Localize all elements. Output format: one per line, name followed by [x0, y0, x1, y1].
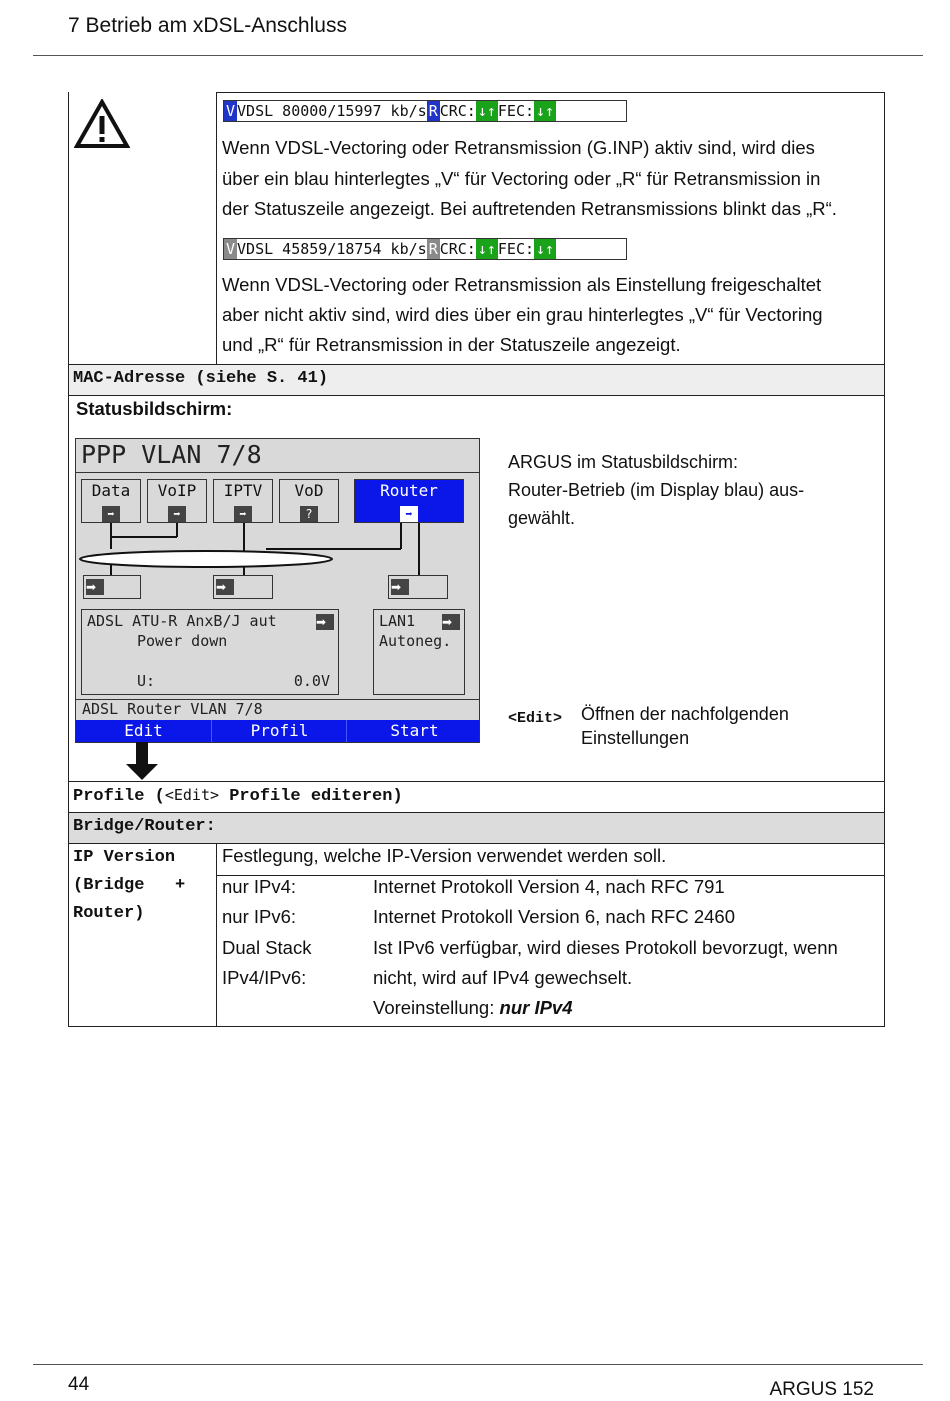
default-value: nur IPv4 [499, 997, 573, 1018]
arrow-down-icon [126, 742, 158, 782]
profile-row-text: Profile editeren) [219, 787, 403, 806]
arrow-right-icon: ➡ [316, 614, 334, 630]
fec-indicator: ↓↑ [536, 240, 555, 258]
notice-paragraph-2-line-3: und „R“ für Retransmission in der Statuszeile angezeigt. [222, 334, 681, 355]
fec-indicator: ↓↑ [536, 102, 555, 120]
ip-version-label-line-2: (Bridge + [73, 876, 186, 895]
lan-line-1: LAN1 [379, 612, 416, 630]
data-port-box [83, 575, 141, 599]
ip-version-label-line-3: Router) [73, 904, 145, 923]
edit-description-line-2: Einstellungen [581, 728, 690, 748]
vectoring-badge: V [226, 102, 236, 120]
device-screen [75, 438, 480, 743]
table-top-border [216, 92, 885, 93]
option-desc-ipv6: Internet Protokoll Version 6, nach RFC 2460 [373, 906, 735, 927]
table-left-border [68, 92, 69, 1027]
button-label: Router [380, 481, 438, 500]
question-icon: ? [300, 506, 318, 522]
arrow-right-icon: ➡ [168, 506, 186, 522]
row-divider [68, 781, 885, 782]
edit-key-label: <Edit> [508, 710, 563, 727]
status-description-line-2: Router-Betrieb (im Display blau) aus- [508, 480, 805, 500]
notice-paragraph-2-line-2: aber nicht aktiv sind, wird dies über ein grau hinterlegtes „V“ für Vectoring [222, 304, 823, 325]
arrow-right-icon: ➡ [234, 506, 252, 522]
voltage-value: 0.0V [293, 672, 330, 690]
option-key-ipv4: nur IPv4: [222, 876, 297, 897]
crc-label: CRC: [439, 240, 476, 258]
header-divider [33, 55, 923, 56]
row-divider [68, 364, 885, 365]
status-text: VDSL 45859/18754 kb/s [237, 240, 427, 258]
arrow-right-icon: ➡ [391, 579, 409, 595]
ip-version-intro: Festlegung, welche IP-Version verwendet werden soll. [222, 845, 667, 866]
retransmission-badge: R [428, 240, 438, 258]
option-key-dual-stack: Dual Stack [222, 937, 312, 958]
softkey-edit[interactable]: Edit [124, 721, 163, 740]
arrow-right-icon: ➡ [442, 614, 460, 630]
footer-divider [33, 1364, 923, 1365]
vdsl-status-bar-inactive [223, 238, 627, 260]
vdsl-status-bar-active [223, 100, 627, 122]
table-bottom-border [68, 1026, 885, 1027]
button-label: Data [91, 481, 131, 500]
ip-version-label-line-1: IP Version [73, 848, 176, 867]
edit-description-line-1: Öffnen der nachfolgenden [581, 704, 789, 724]
row-divider [68, 395, 885, 396]
device-title: PPP VLAN 7/8 [81, 440, 262, 469]
chapter-title: 7 Betrieb am xDSL-Anschluss [68, 14, 347, 37]
status-text: VDSL 80000/15997 kb/s [237, 102, 427, 120]
arrow-right-icon: ➡ [400, 506, 418, 522]
warning-icon [74, 99, 130, 149]
crc-indicator: ↓↑ [477, 102, 496, 120]
profile-row [73, 785, 403, 806]
router-port-box [388, 575, 448, 599]
adsl-line-2: Power down [137, 632, 228, 650]
crc-label: CRC: [439, 102, 476, 120]
adsl-line-1: ADSL ATU-R AnxB/J aut [87, 612, 277, 630]
status-screen-label: Statusbildschirm: [76, 398, 233, 419]
voltage-label: U: [137, 672, 156, 690]
softkey-bar [76, 720, 479, 742]
arrow-right-icon: ➡ [216, 579, 234, 595]
notice-paragraph-1-line-3: der Statuszeile angezeigt. Bei auftretenden Retransmissions blinkt das „R“. [222, 198, 837, 219]
option-key-ipv4-ipv6: IPv4/IPv6: [222, 967, 307, 988]
option-desc-ipv4-ipv6: nicht, wird auf IPv4 gewechselt. [373, 967, 633, 988]
arrow-right-icon: ➡ [102, 506, 120, 522]
notice-paragraph-1-line-1: Wenn VDSL-Vectoring oder Retransmission (G.INP) aktiv sind, wird dies [222, 137, 815, 158]
softkey-start[interactable]: Start [346, 720, 480, 742]
table-right-border [884, 92, 885, 1027]
notice-paragraph-2-line-1: Wenn VDSL-Vectoring oder Retransmission als Einstellung freigeschaltet [222, 274, 822, 295]
iptv-port-box [213, 575, 273, 599]
button-label: VoD [294, 481, 324, 500]
device-status-line: ADSL Router VLAN 7/8 [82, 700, 263, 718]
notice-column-divider [216, 92, 217, 364]
mac-address-row: MAC-Adresse (siehe S. 41) [73, 369, 329, 388]
ip-column-divider [216, 843, 217, 1027]
lan-panel[interactable] [373, 609, 465, 695]
status-description-line-1: ARGUS im Statusbildschirm: [508, 452, 739, 472]
fec-label: FEC: [497, 102, 535, 120]
default-setting [373, 993, 573, 1024]
arrow-right-icon: ➡ [86, 579, 104, 595]
page-number: 44 [68, 1374, 90, 1395]
button-label: IPTV [223, 481, 263, 500]
option-desc-dual-stack: Ist IPv6 verfügbar, wird dieses Protokoll bevorzugt, wenn [373, 937, 838, 958]
product-name: ARGUS 152 [769, 1379, 874, 1400]
retransmission-badge: R [428, 102, 438, 120]
fec-label: FEC: [497, 240, 535, 258]
crc-indicator: ↓↑ [477, 240, 496, 258]
bridge-router-heading: Bridge/Router: [73, 817, 216, 836]
vectoring-badge: V [226, 240, 236, 258]
default-label: Voreinstellung: [373, 997, 500, 1018]
lan-line-2: Autoneg. [379, 632, 452, 650]
edit-key-inline: <Edit> [164, 786, 220, 804]
button-label: VoIP [157, 481, 197, 500]
option-desc-ipv4: Internet Protokoll Version 4, nach RFC 791 [373, 876, 725, 897]
option-key-ipv6: nur IPv6: [222, 906, 297, 927]
softkey-profil[interactable]: Profil [211, 720, 347, 742]
notice-paragraph-1-line-2: über ein blau hinterlegtes „V“ für Vectoring oder „R“ für Retransmission in [222, 168, 821, 189]
status-description-line-3: gewählt. [508, 508, 576, 528]
profile-row-text: Profile ( [73, 787, 165, 806]
adsl-panel[interactable] [81, 609, 339, 695]
